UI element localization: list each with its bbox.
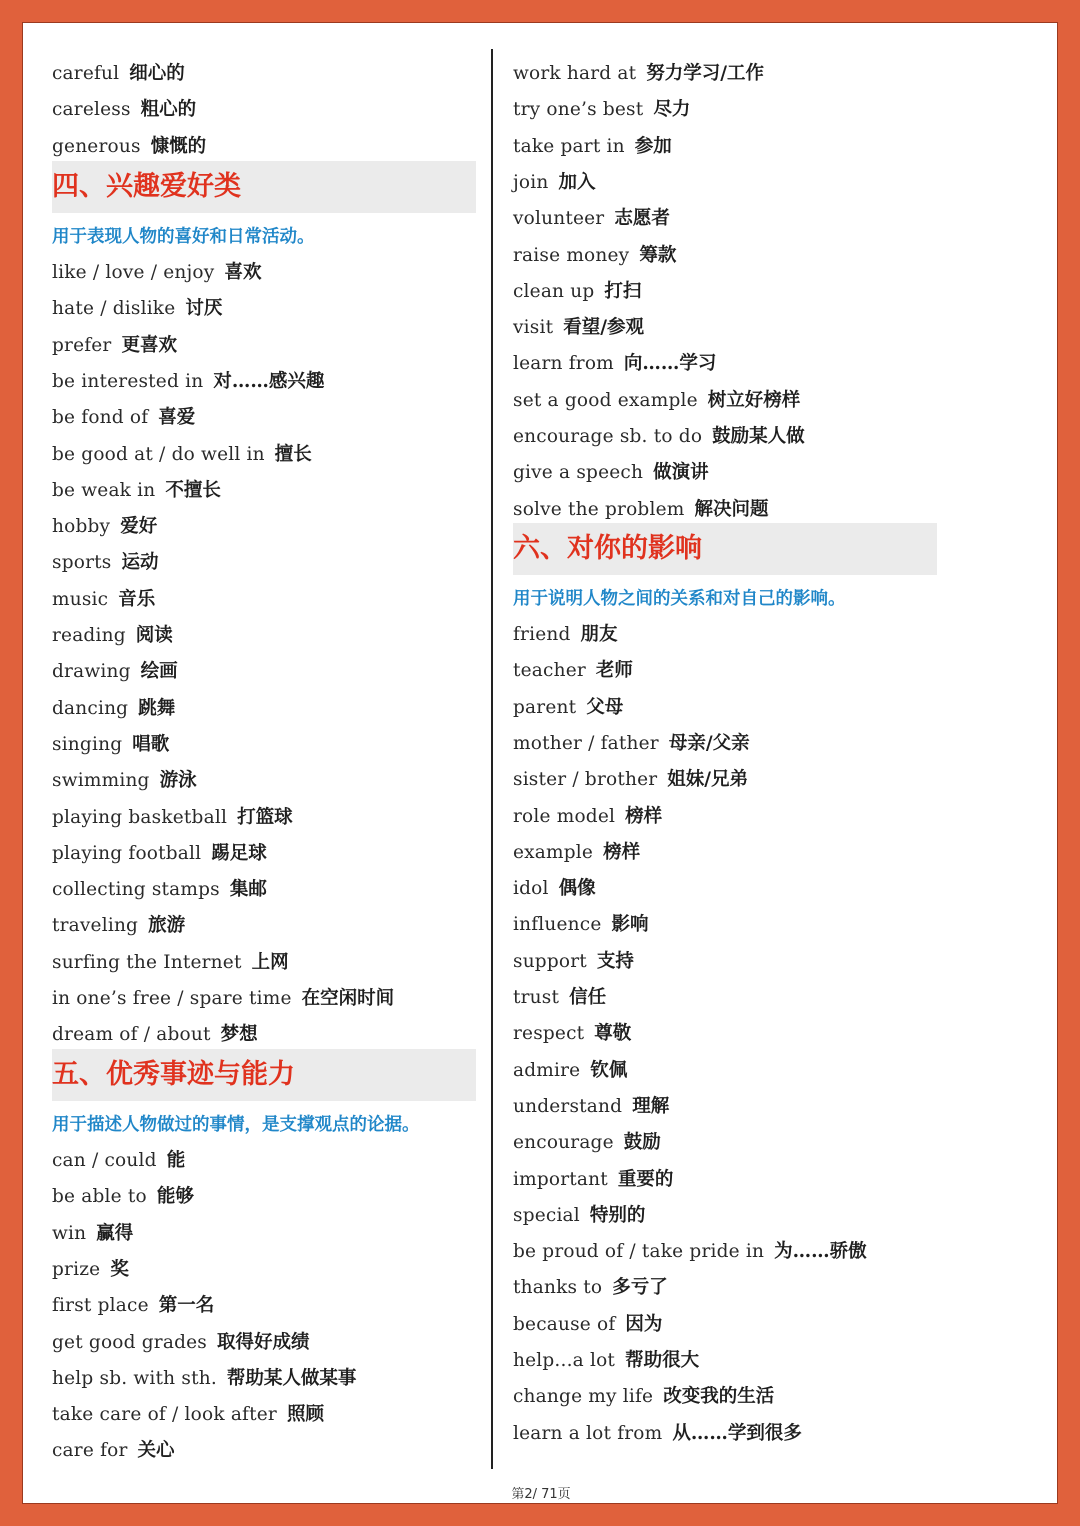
english-term: trust xyxy=(513,987,560,1008)
english-term: encourage xyxy=(513,1132,614,1154)
chinese-meaning: 能够 xyxy=(156,1186,194,1208)
vocab-entry xyxy=(513,498,769,522)
vocab-entry xyxy=(513,425,805,449)
chinese-meaning: 踢足球 xyxy=(211,842,267,864)
section-description: 用于表现人物的喜好和日常活动。 xyxy=(52,227,315,247)
vocab-entry xyxy=(52,1149,185,1173)
vocab-entry xyxy=(513,841,640,865)
section-title: 四、兴趣爱好类 xyxy=(52,171,241,202)
english-term: dream of / about xyxy=(52,1024,211,1046)
english-term: sports xyxy=(52,552,112,574)
vocab-entry xyxy=(52,987,394,1011)
english-term: teacher xyxy=(513,660,586,682)
chinese-meaning: 取得好成绩 xyxy=(216,1331,310,1353)
english-term: visit xyxy=(513,317,554,339)
vocab-entry xyxy=(513,1022,631,1046)
english-term: drawing xyxy=(52,661,131,683)
chinese-meaning: 朋友 xyxy=(580,624,618,645)
vocab-entry xyxy=(52,1294,214,1318)
english-term: support xyxy=(513,950,587,972)
vocab-entry xyxy=(513,1204,645,1228)
chinese-meaning: 筹款 xyxy=(639,244,677,266)
chinese-meaning: 赢得 xyxy=(96,1222,134,1244)
english-term: generous xyxy=(52,135,141,157)
chinese-meaning: 参加 xyxy=(634,135,672,157)
chinese-meaning: 为……骄傲 xyxy=(774,1241,867,1263)
english-term: be proud of / take pride in xyxy=(513,1241,765,1263)
english-term: give a speech xyxy=(513,462,644,484)
vocab-entry xyxy=(513,1095,669,1119)
vocab-entry xyxy=(52,588,155,612)
english-term: role model xyxy=(513,805,616,827)
chinese-meaning: 重要的 xyxy=(617,1168,674,1190)
chinese-meaning: 第一名 xyxy=(158,1295,215,1317)
chinese-meaning: 照顾 xyxy=(286,1404,324,1426)
english-term: clean up xyxy=(513,280,595,302)
chinese-meaning: 榜样 xyxy=(625,805,663,827)
chinese-meaning: 能 xyxy=(166,1150,186,1171)
english-term: prize xyxy=(52,1258,101,1280)
chinese-meaning: 解决问题 xyxy=(694,498,769,520)
english-term: hate / dislike xyxy=(52,298,176,320)
chinese-meaning: 对……感兴趣 xyxy=(213,370,325,392)
chinese-meaning: 帮助很大 xyxy=(625,1350,700,1371)
vocab-entry xyxy=(52,1023,258,1047)
chinese-meaning: 喜爱 xyxy=(158,407,196,429)
chinese-meaning: 尊敬 xyxy=(594,1023,632,1045)
english-term: careless xyxy=(52,99,131,121)
english-term: be weak in xyxy=(52,479,156,501)
chinese-meaning: 关心 xyxy=(137,1440,175,1462)
chinese-meaning: 偶像 xyxy=(558,878,596,900)
english-term: in one’s free / spare time xyxy=(52,988,292,1009)
chinese-meaning: 爱好 xyxy=(120,516,158,538)
vocab-entry xyxy=(513,805,662,829)
chinese-meaning: 姐妹/兄弟 xyxy=(667,769,749,791)
english-term: playing basketball xyxy=(52,806,228,828)
english-term: mother / father xyxy=(513,732,659,754)
chinese-meaning: 运动 xyxy=(121,552,159,574)
vocab-entry xyxy=(52,551,158,575)
chinese-meaning: 努力学习/工作 xyxy=(646,63,765,84)
vocab-entry xyxy=(52,1367,356,1391)
english-term: playing football xyxy=(52,842,202,864)
english-term: raise money xyxy=(513,244,630,266)
vocab-entry xyxy=(52,951,289,975)
vocab-entry xyxy=(513,1240,867,1264)
vocab-entry xyxy=(513,1422,802,1446)
chinese-meaning: 在空闲时间 xyxy=(301,988,395,1009)
english-term: learn from xyxy=(513,353,614,375)
english-term: traveling xyxy=(52,915,139,937)
vocab-entry xyxy=(52,660,178,684)
vocab-entry xyxy=(513,950,634,974)
chinese-meaning: 树立好榜样 xyxy=(707,389,801,411)
english-term: collecting stamps xyxy=(52,879,220,901)
english-term: care for xyxy=(52,1440,128,1462)
english-term: get good grades xyxy=(52,1331,207,1353)
vocab-entry xyxy=(513,659,633,683)
english-term: because of xyxy=(513,1313,616,1335)
vocab-entry xyxy=(52,1439,175,1463)
vocab-entry xyxy=(513,1059,627,1083)
chinese-meaning: 旅游 xyxy=(148,915,186,937)
chinese-meaning: 打篮球 xyxy=(237,806,293,828)
chinese-meaning: 鼓励某人做 xyxy=(712,426,805,447)
english-term: work hard at xyxy=(513,63,637,84)
english-term: volunteer xyxy=(513,208,605,230)
vocab-entry xyxy=(513,316,644,340)
english-term: reading xyxy=(52,625,126,646)
english-term: parent xyxy=(513,696,577,718)
chinese-meaning: 因为 xyxy=(625,1313,663,1335)
english-term: set a good example xyxy=(513,389,698,411)
english-term: take part in xyxy=(513,135,625,157)
vocab-entry xyxy=(513,1276,668,1300)
vocab-entry xyxy=(52,769,197,793)
chinese-meaning: 慷慨的 xyxy=(150,135,207,157)
chinese-meaning: 多亏了 xyxy=(612,1277,668,1299)
english-term: understand xyxy=(513,1095,623,1117)
chinese-meaning: 擅长 xyxy=(274,443,312,465)
page-number: 第2/ 71页 xyxy=(511,1487,571,1502)
english-term: solve the problem xyxy=(513,498,685,520)
english-term: join xyxy=(513,171,549,193)
chinese-meaning: 打扫 xyxy=(604,280,642,302)
english-term: special xyxy=(513,1204,580,1226)
chinese-meaning: 钦佩 xyxy=(590,1059,628,1081)
chinese-meaning: 喜欢 xyxy=(224,262,262,283)
chinese-meaning: 音乐 xyxy=(118,588,156,610)
english-term: learn a lot from xyxy=(513,1422,663,1444)
english-term: friend xyxy=(513,624,571,645)
chinese-meaning: 奖 xyxy=(110,1258,129,1280)
vocab-entry xyxy=(52,1222,133,1246)
english-term: prefer xyxy=(52,334,112,356)
document-page xyxy=(22,22,1058,1504)
vocab-entry xyxy=(513,62,764,86)
vocab-entry xyxy=(513,1168,673,1192)
vocab-entry xyxy=(513,732,750,756)
vocab-entry xyxy=(513,135,672,159)
english-term: influence xyxy=(513,914,602,936)
vocab-entry xyxy=(52,98,196,122)
chinese-meaning: 向……学习 xyxy=(623,353,717,375)
vocab-entry xyxy=(52,733,169,757)
chinese-meaning: 鼓励 xyxy=(623,1132,661,1154)
chinese-meaning: 尽力 xyxy=(653,99,691,121)
english-term: can / could xyxy=(52,1150,157,1171)
vocab-entry xyxy=(52,1258,129,1282)
english-term: careful xyxy=(52,63,120,84)
english-term: dancing xyxy=(52,697,129,719)
chinese-meaning: 集邮 xyxy=(229,879,267,901)
vocab-entry xyxy=(52,261,261,285)
vocab-entry xyxy=(513,244,676,268)
chinese-meaning: 信任 xyxy=(569,987,607,1008)
vocab-entry xyxy=(52,1185,194,1209)
chinese-meaning: 讨厌 xyxy=(185,298,223,320)
english-term: first place xyxy=(52,1295,149,1317)
vocab-entry xyxy=(513,1385,774,1409)
chinese-meaning: 榜样 xyxy=(603,841,641,863)
chinese-meaning: 跳舞 xyxy=(138,697,176,719)
english-term: example xyxy=(513,841,594,863)
chinese-meaning: 细心的 xyxy=(129,63,185,84)
section-title: 五、优秀事迹与能力 xyxy=(52,1059,295,1090)
column-divider xyxy=(491,49,493,1469)
chinese-meaning: 阅读 xyxy=(135,625,173,646)
vocab-entry xyxy=(52,479,221,503)
english-term: swimming xyxy=(52,770,150,792)
chinese-meaning: 上网 xyxy=(251,951,289,973)
section-description: 用于说明人物之间的关系和对自己的影响。 xyxy=(513,589,846,609)
chinese-meaning: 不擅长 xyxy=(165,479,221,501)
vocab-entry xyxy=(52,624,173,648)
chinese-meaning: 更喜欢 xyxy=(121,334,177,356)
vocab-entry xyxy=(52,334,177,358)
chinese-meaning: 影响 xyxy=(611,914,649,936)
section-title: 六、对你的影响 xyxy=(513,533,702,564)
english-term: sister / brother xyxy=(513,769,658,791)
vocab-entry xyxy=(513,171,596,195)
chinese-meaning: 加入 xyxy=(558,171,596,193)
vocab-entry xyxy=(52,1403,324,1427)
english-term: singing xyxy=(52,733,123,755)
english-term: idol xyxy=(513,878,549,900)
vocab-entry xyxy=(513,461,709,485)
vocab-entry xyxy=(52,878,267,902)
english-term: try one’s best xyxy=(513,99,644,121)
vocab-entry xyxy=(513,98,690,122)
vocab-entry xyxy=(52,515,157,539)
english-term: be interested in xyxy=(52,370,204,392)
english-term: be good at / do well in xyxy=(52,443,265,465)
vocab-entry xyxy=(513,1349,699,1373)
chinese-meaning: 志愿者 xyxy=(614,208,670,230)
english-term: respect xyxy=(513,1023,585,1045)
vocab-entry xyxy=(513,696,623,720)
chinese-meaning: 做演讲 xyxy=(653,462,709,484)
english-term: win xyxy=(52,1222,87,1244)
vocab-entry xyxy=(513,280,641,304)
vocab-entry xyxy=(52,406,195,430)
vocab-entry xyxy=(513,877,596,901)
english-term: change my life xyxy=(513,1386,654,1408)
chinese-meaning: 帮助某人做某事 xyxy=(226,1367,357,1389)
english-term: help...a lot xyxy=(513,1350,616,1371)
vocab-entry xyxy=(52,135,206,159)
vocab-entry xyxy=(513,389,800,413)
vocab-entry xyxy=(513,913,649,937)
chinese-meaning: 改变我的生活 xyxy=(663,1386,775,1408)
english-term: be fond of xyxy=(52,407,149,429)
english-term: important xyxy=(513,1168,608,1190)
vocab-entry xyxy=(52,62,185,86)
chinese-meaning: 特别的 xyxy=(589,1204,646,1226)
english-term: hobby xyxy=(52,516,111,538)
english-term: like / love / enjoy xyxy=(52,262,215,283)
english-term: thanks to xyxy=(513,1277,603,1299)
english-term: music xyxy=(52,588,109,610)
chinese-meaning: 粗心的 xyxy=(140,99,197,121)
vocab-entry xyxy=(52,297,222,321)
chinese-meaning: 梦想 xyxy=(220,1024,258,1046)
vocab-entry xyxy=(52,370,324,394)
vocab-entry xyxy=(513,623,618,647)
english-term: be able to xyxy=(52,1186,147,1208)
chinese-meaning: 父母 xyxy=(586,696,624,718)
chinese-meaning: 理解 xyxy=(632,1095,670,1117)
english-term: take care of / look after xyxy=(52,1404,277,1426)
vocab-entry xyxy=(513,1131,661,1155)
english-term: admire xyxy=(513,1059,581,1081)
vocab-entry xyxy=(513,207,670,231)
chinese-meaning: 支持 xyxy=(596,950,634,972)
vocab-entry xyxy=(513,986,606,1010)
chinese-meaning: 唱歌 xyxy=(132,733,170,755)
chinese-meaning: 绘画 xyxy=(140,661,178,683)
english-term: encourage sb. to do xyxy=(513,426,703,447)
english-term: help sb. with sth. xyxy=(52,1367,217,1389)
vocab-entry xyxy=(513,768,748,792)
vocab-entry xyxy=(52,806,293,830)
chinese-meaning: 从……学到很多 xyxy=(672,1422,802,1444)
vocab-entry xyxy=(513,1313,662,1337)
chinese-meaning: 母亲/父亲 xyxy=(668,732,750,754)
vocab-entry xyxy=(52,697,175,721)
chinese-meaning: 老师 xyxy=(595,660,633,682)
vocab-entry xyxy=(52,842,267,866)
vocab-entry xyxy=(513,352,716,376)
chinese-meaning: 游泳 xyxy=(159,770,197,792)
chinese-meaning: 看望/参观 xyxy=(563,317,644,339)
vocab-entry xyxy=(52,1331,309,1355)
english-term: surfing the Internet xyxy=(52,951,242,973)
section-description: 用于描述人物做过的事情，是支撑观点的论据。 xyxy=(52,1115,420,1135)
vocab-entry xyxy=(52,443,312,467)
vocab-entry xyxy=(52,914,185,938)
